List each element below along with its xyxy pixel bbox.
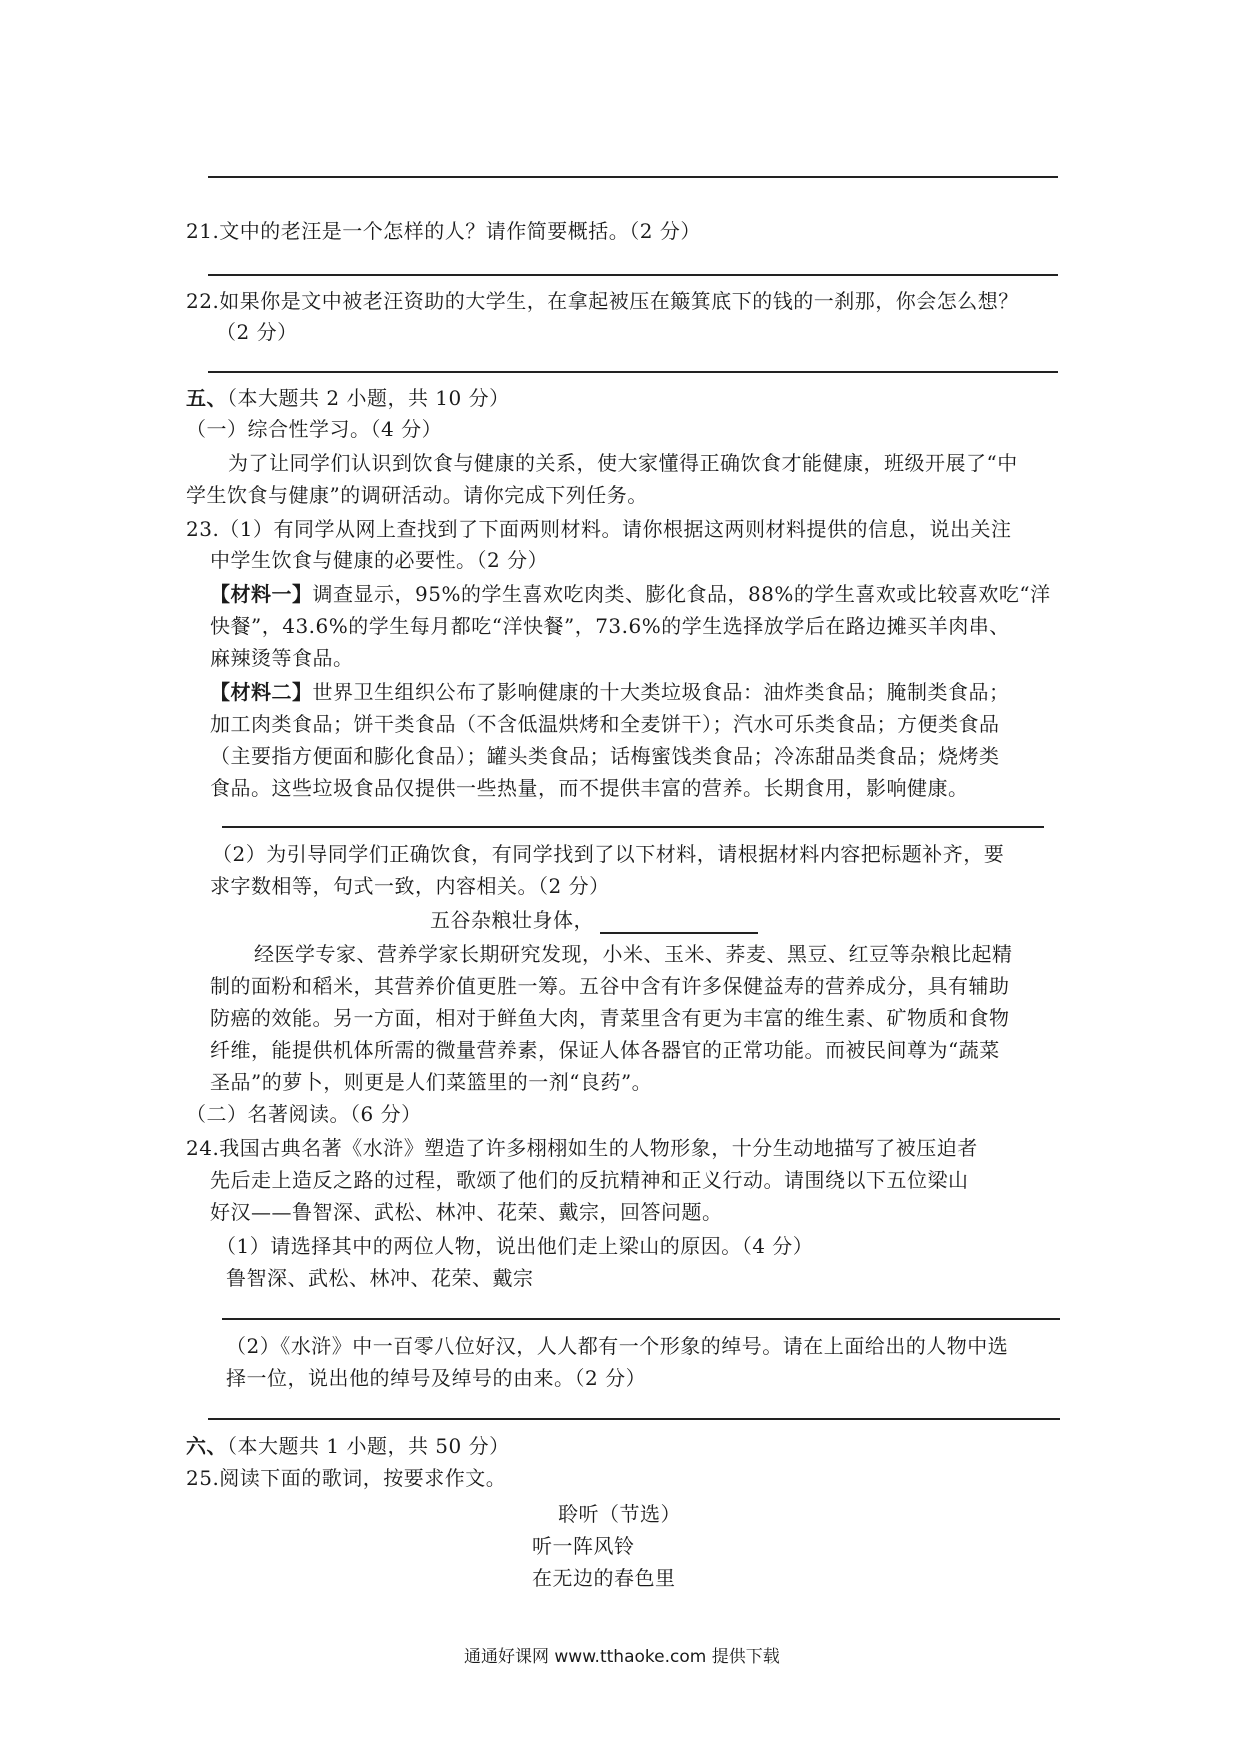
answer-line bbox=[222, 826, 1044, 828]
answer-line bbox=[208, 176, 1058, 178]
question-22-line2: （2 分） bbox=[216, 320, 298, 344]
question-22-line1: 22.如果你是文中被老汪资助的大学生，在拿起被压在簸箕底下的钱的一刹那，你会怎么想？ bbox=[186, 289, 1019, 313]
poem-line: 在无边的春色里 bbox=[532, 1566, 676, 1590]
section-5-info: （本大题共 2 小题，共 10 分） bbox=[227, 386, 510, 410]
section-6-number: 六、 bbox=[186, 1434, 227, 1458]
material-2-tag: 【材料二】 bbox=[210, 680, 313, 704]
section-5-number: 五、 bbox=[186, 386, 227, 410]
paragraph-line: 经医学专家、营养学家长期研究发现，小米、玉米、荞麦、黑豆、红豆等杂粮比起精 bbox=[254, 942, 1013, 966]
heading-prefix: 五谷杂粮壮身体， bbox=[430, 908, 594, 932]
poem-line: 听一阵风铃 bbox=[532, 1534, 635, 1558]
material-1-line: 麻辣烫等食品。 bbox=[210, 646, 354, 670]
hero-names: 鲁智深、武松、林冲、花荣、戴宗 bbox=[226, 1266, 534, 1290]
question-24-line2: 先后走上造反之路的过程，歌颂了他们的反抗精神和正义行动。请围绕以下五位梁山 bbox=[210, 1168, 969, 1192]
question-21: 21.文中的老汪是一个怎样的人？请作简要概括。（2 分） bbox=[186, 219, 701, 243]
paragraph-line: 纤维，能提供机体所需的微量营养素，保证人体各器官的正常功能。而被民间尊为“蔬菜 bbox=[210, 1038, 1000, 1062]
paragraph-line: 圣品”的萝卜，则更是人们菜篮里的一剂“良药”。 bbox=[210, 1070, 653, 1094]
question-24-part1: （1）请选择其中的两位人物，说出他们走上梁山的原因。（4 分） bbox=[216, 1234, 814, 1258]
material-2-line: 加工肉类食品；饼干类食品（不含低温烘烤和全麦饼干）；汽水可乐类食品；方便类食品 bbox=[210, 712, 1000, 736]
intro-line: 为了让同学们认识到饮食与健康的关系，使大家懂得正确饮食才能健康，班级开展了“中 bbox=[228, 451, 1018, 475]
paragraph-line: 制的面粉和稻米，其营养价值更胜一筹。五谷中含有许多保健益寿的营养成分，具有辅助 bbox=[210, 974, 1010, 998]
part-2-title: （二）名著阅读。（6 分） bbox=[186, 1102, 422, 1126]
material-2-text: 世界卫生组织公布了影响健康的十大类垃圾食品：油炸类食品；腌制类食品； bbox=[312, 680, 1010, 704]
material-2-line: 食品。这些垃圾食品仅提供一些热量，而不提供丰富的营养。长期食用，影响健康。 bbox=[210, 776, 969, 800]
poem-title: 聆听（节选） bbox=[558, 1502, 681, 1526]
answer-line bbox=[208, 274, 1058, 276]
material-1-line bbox=[210, 580, 1051, 608]
fill-in-blank[interactable] bbox=[600, 910, 758, 934]
question-24-line3: 好汉——鲁智深、武松、林冲、花荣、戴宗，回答问题。 bbox=[210, 1200, 723, 1224]
intro-line: 学生饮食与健康”的调研活动。请你完成下列任务。 bbox=[186, 483, 648, 507]
question-23-part2-line1: （2）为引导同学们正确饮食，有同学找到了以下材料，请根据材料内容把标题补齐，要 bbox=[212, 842, 1005, 866]
section-6-heading bbox=[186, 1432, 510, 1460]
answer-line bbox=[222, 1318, 1060, 1320]
material-2-line bbox=[210, 678, 1010, 706]
question-25: 25.阅读下面的歌词，按要求作文。 bbox=[186, 1466, 507, 1490]
answer-line bbox=[208, 371, 1058, 373]
question-24-line1: 24.我国古典名著《水浒》塑造了许多栩栩如生的人物形象，十分生动地描写了被压迫者 bbox=[186, 1136, 978, 1160]
material-1-text: 调查显示，95%的学生喜欢吃肉类、膨化食品，88%的学生喜欢或比较喜欢吃“洋 bbox=[312, 582, 1051, 606]
section-6-info: （本大题共 1 小题，共 50 分） bbox=[227, 1434, 510, 1458]
section-5-heading bbox=[186, 384, 510, 412]
question-23-part2-line2: 求字数相等，句式一致，内容相关。（2 分） bbox=[210, 874, 610, 898]
question-23-line1: 23.（1）有同学从网上查找到了下面两则材料。请你根据这两则材料提供的信息，说出关注 bbox=[186, 517, 1012, 541]
material-heading bbox=[430, 906, 758, 934]
question-24-part2-line1: （2）《水浒》中一百零八位好汉，人人都有一个形象的绰号。请在上面给出的人物中选 bbox=[226, 1334, 1009, 1358]
material-1-line: 快餐”，43.6%的学生每月都吃“洋快餐”，73.6%的学生选择放学后在路边摊买羊肉串、 bbox=[210, 614, 1010, 638]
part-1-title: （一）综合性学习。（4 分） bbox=[186, 417, 443, 441]
question-24-part2-line2: 择一位，说出他的绰号及绰号的由来。（2 分） bbox=[226, 1366, 647, 1390]
paragraph-line: 防癌的效能。另一方面，相对于鲜鱼大肉，青菜里含有更为丰富的维生素、矿物质和食物 bbox=[210, 1006, 1010, 1030]
material-2-line: （主要指方便面和膨化食品）；罐头类食品；话梅蜜饯类食品；冷冻甜品类食品；烧烤类 bbox=[210, 744, 1000, 768]
material-1-tag: 【材料一】 bbox=[210, 582, 313, 606]
answer-line bbox=[208, 1418, 1060, 1420]
question-23-line2: 中学生饮食与健康的必要性。（2 分） bbox=[210, 548, 549, 572]
footer-credit: 通通好课网 www.tthaoke.com 提供下载 bbox=[464, 1647, 780, 1667]
